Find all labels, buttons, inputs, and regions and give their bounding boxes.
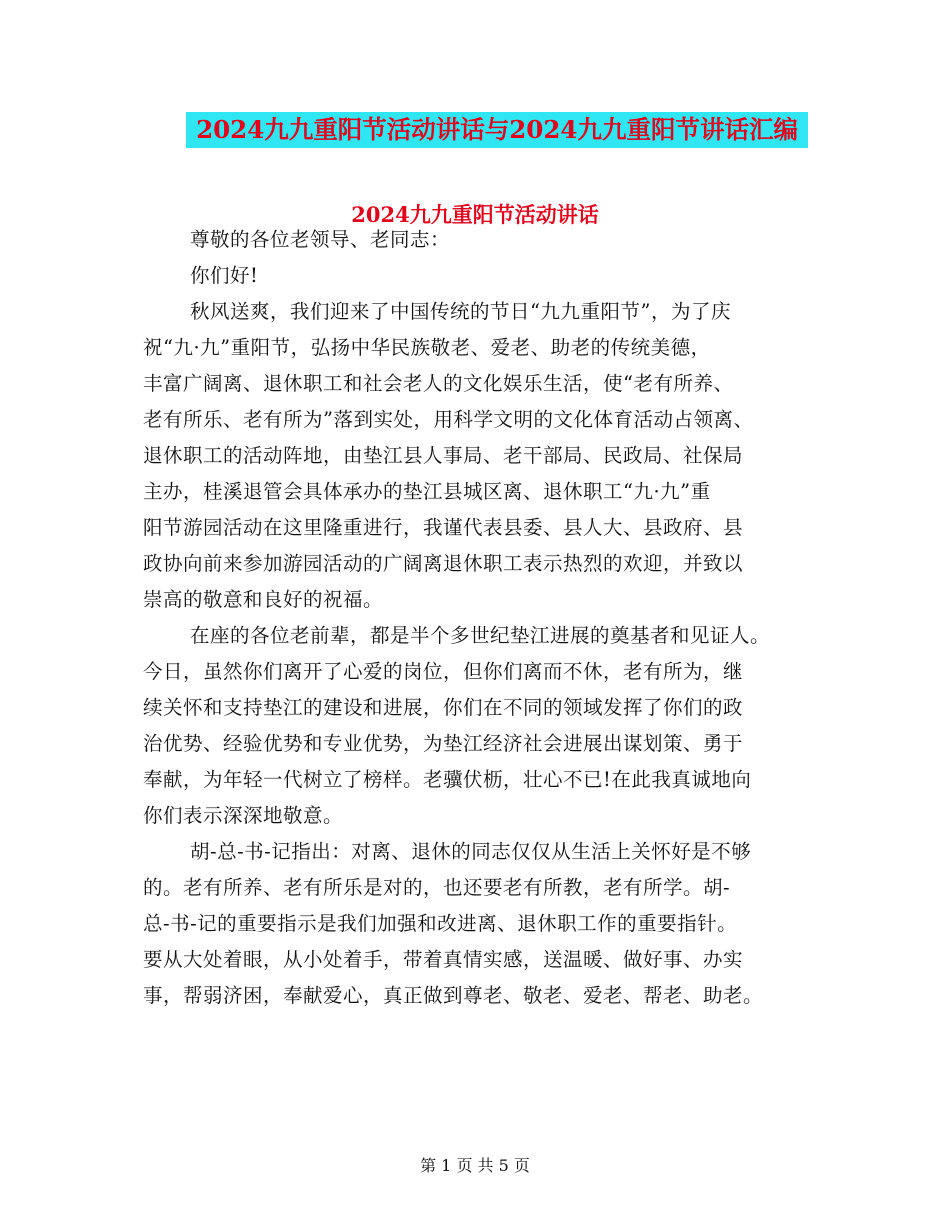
text-line: 祝“九·九”重阳节，弘扬中华民族敬老、爱老、助老的传统美德， [143,336,711,359]
text-line: 阳节游园活动在这里隆重进行，我谨代表县委、县人大、县政府、县 [143,516,744,539]
text-line: 尊敬的各位老领导、老同志： [190,228,451,251]
text-line: 续关怀和支持垫江的建设和进展，你们在不同的领域发挥了你们的政 [143,696,744,719]
text-line: 老有所乐、老有所为”落到实处，用科学文明的文化体育活动占领离、 [143,408,754,431]
text-line: 秋风送爽，我们迎来了中国传统的节日“九九重阳节”，为了庆 [190,300,731,323]
text-line: 事，帮弱济困，奉献爱心，真正做到尊老、敬老、爱老、帮老、助老。 [143,984,764,1007]
text-line: 总-书-记的重要指示是我们加强和改进离、退休职工作的重要指针。 [143,912,738,935]
text-line: 胡-总-书-记指出：对离、退休的同志仅仅从生活上关怀好是不够 [190,840,752,863]
text-line: 丰富广阔离、退休职工和社会老人的文化娱乐生活，使“老有所养、 [143,372,734,395]
document-title: 2024九九重阳节活动讲话与2024九九重阳节讲话汇编 [186,112,808,148]
section-title: 2024九九重阳节活动讲话 [351,202,599,227]
text-line: 今日，虽然你们离开了心爱的岗位，但你们离而不休，老有所为，继 [143,660,744,683]
text-line: 要从大处着眼，从小处着手，带着真情实感，送温暖、做好事、办实 [143,948,744,971]
text-line: 你们表示深深地敬意。 [143,804,344,827]
page-footer: 第 1 页 共 5 页 [420,1156,530,1175]
text-line: 奉献，为年轻一代树立了榜样。老骥伏枥，壮心不已!在此我真诚地向 [143,768,752,791]
text-line: 崇高的敬意和良好的祝福。 [143,588,384,611]
text-line: 主办，桂溪退管会具体承办的垫江县城区离、退休职工“九·九”重 [143,480,711,503]
text-line: 治优势、经验优势和专业优势，为垫江经济社会进展出谋划策、勇于 [143,732,744,755]
text-line: 的。老有所养、老有所乐是对的，也还要老有所教，老有所学。胡- [143,876,731,899]
text-line: 在座的各位老前辈，都是半个多世纪垫江进展的奠基者和见证人。 [190,624,771,647]
text-line: 政协向前来参加游园活动的广阔离退休职工表示热烈的欢迎，并致以 [143,552,744,575]
text-line: 你们好! [190,264,259,287]
text-line: 退休职工的活动阵地，由垫江县人事局、老干部局、民政局、社保局 [143,444,744,467]
